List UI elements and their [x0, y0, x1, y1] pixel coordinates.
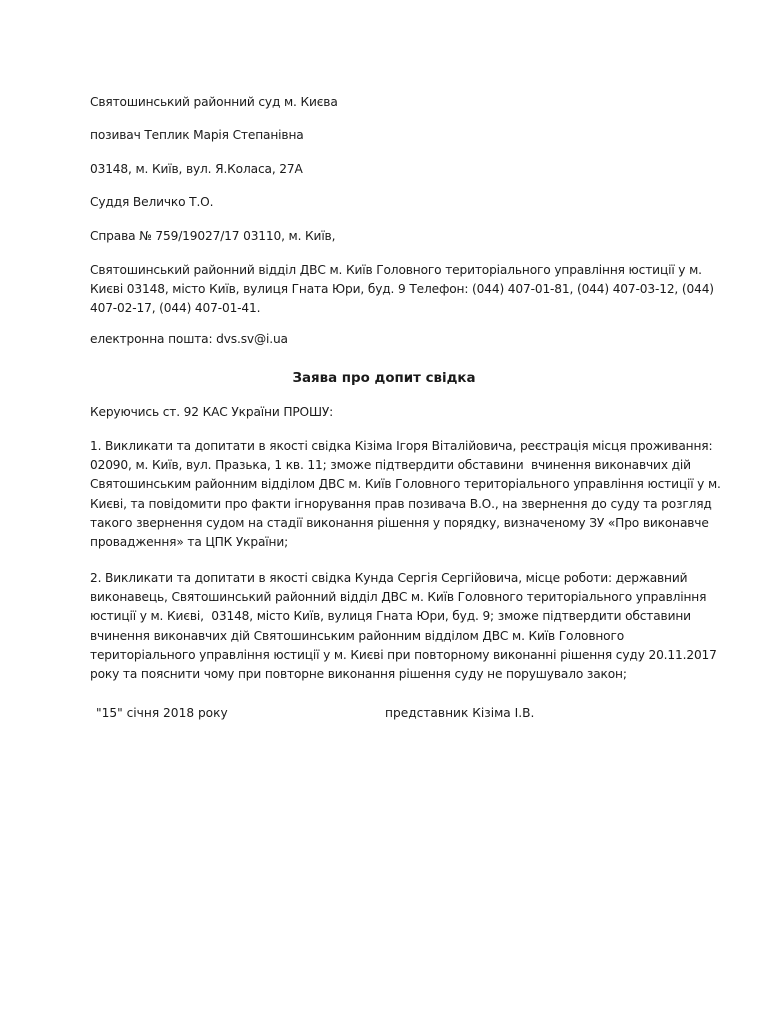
- intro-line: Керуючись ст. 92 КАС України ПРОШУ:: [90, 405, 334, 419]
- dvs-line: Києві 03148, місто Київ, вулиця Гната Юри, буд. 9 Телефон: (044) 407-01-81, (044) 407-03-12, (044): [90, 282, 714, 297]
- item-line: юстиції у м. Києві, 03148, місто Київ, вулиця Гната Юри, буд. 9; зможе підтвердити обставини: [90, 609, 691, 624]
- dvs-line: Святошинський районний відділ ДВС м. Київ Головного територіального управління юстиції у м.: [90, 263, 702, 277]
- item-line: такого звернення судом на стадії виконання рішення у порядку, визначеному ЗУ «Про виконавче: [90, 515, 709, 530]
- request-item-1: [90, 437, 721, 552]
- email-line: електронна пошта: dvs.sv@i.ua: [90, 332, 288, 346]
- item-line: Святошинським районним відділом ДВС м. Київ Головного територіального управління юстиції у м.: [90, 477, 721, 492]
- plaintiff-name: позивач Теплик Марія Степанівна: [90, 128, 304, 142]
- item-line: Києві, та повідомити про факти ігнорування прав позивача В.О., на звернення до суду та розгляд: [90, 496, 712, 511]
- item-line: 1. Викликати та допитати в якості свідка Кізіма Ігоря Віталійовича, реєстрація місця проживання:: [90, 439, 713, 453]
- judge-name: Суддя Величко Т.О.: [90, 195, 214, 209]
- item-line: 2. Викликати та допитати в якості свідка Кунда Сергія Сергійовича, місце роботи: державний: [90, 571, 688, 585]
- court-name: Святошинський районний суд м. Києва: [90, 95, 338, 109]
- item-line: року та пояснити чому при повторне виконання рішення суду не порушувало закон;: [90, 667, 627, 682]
- item-line: територіального управління юстиції у м. Києві при повторному виконанні рішення суду 20.11.2017: [90, 647, 717, 662]
- document-date: "15" січня 2018 року: [96, 706, 228, 720]
- item-line: 02090, м. Київ, вул. Празька, 1 кв. 11; зможе підтвердити обставини вчинення виконавчих дій: [90, 458, 691, 473]
- dvs-line: 407-02-17, (044) 407-01-41.: [90, 301, 261, 316]
- dvs-address-block: [90, 261, 714, 319]
- document-title: Заява про допит свідка: [292, 371, 476, 386]
- case-number: Справа № 759/19027/17 03110, м. Київ,: [90, 229, 336, 243]
- item-line: провадження» та ЦПК України;: [90, 535, 289, 550]
- item-line: вчинення виконавчих дій Святошинським районним відділом ДВС м. Київ Головного: [90, 628, 625, 643]
- request-item-2: [90, 569, 717, 684]
- item-line: виконавець, Святошинський районний відділ ДВС м. Київ Головного територіального управління: [90, 590, 707, 605]
- plaintiff-address: 03148, м. Київ, вул. Я.Коласа, 27А: [90, 162, 303, 176]
- signer-name: представник Кізіма І.В.: [385, 706, 535, 720]
